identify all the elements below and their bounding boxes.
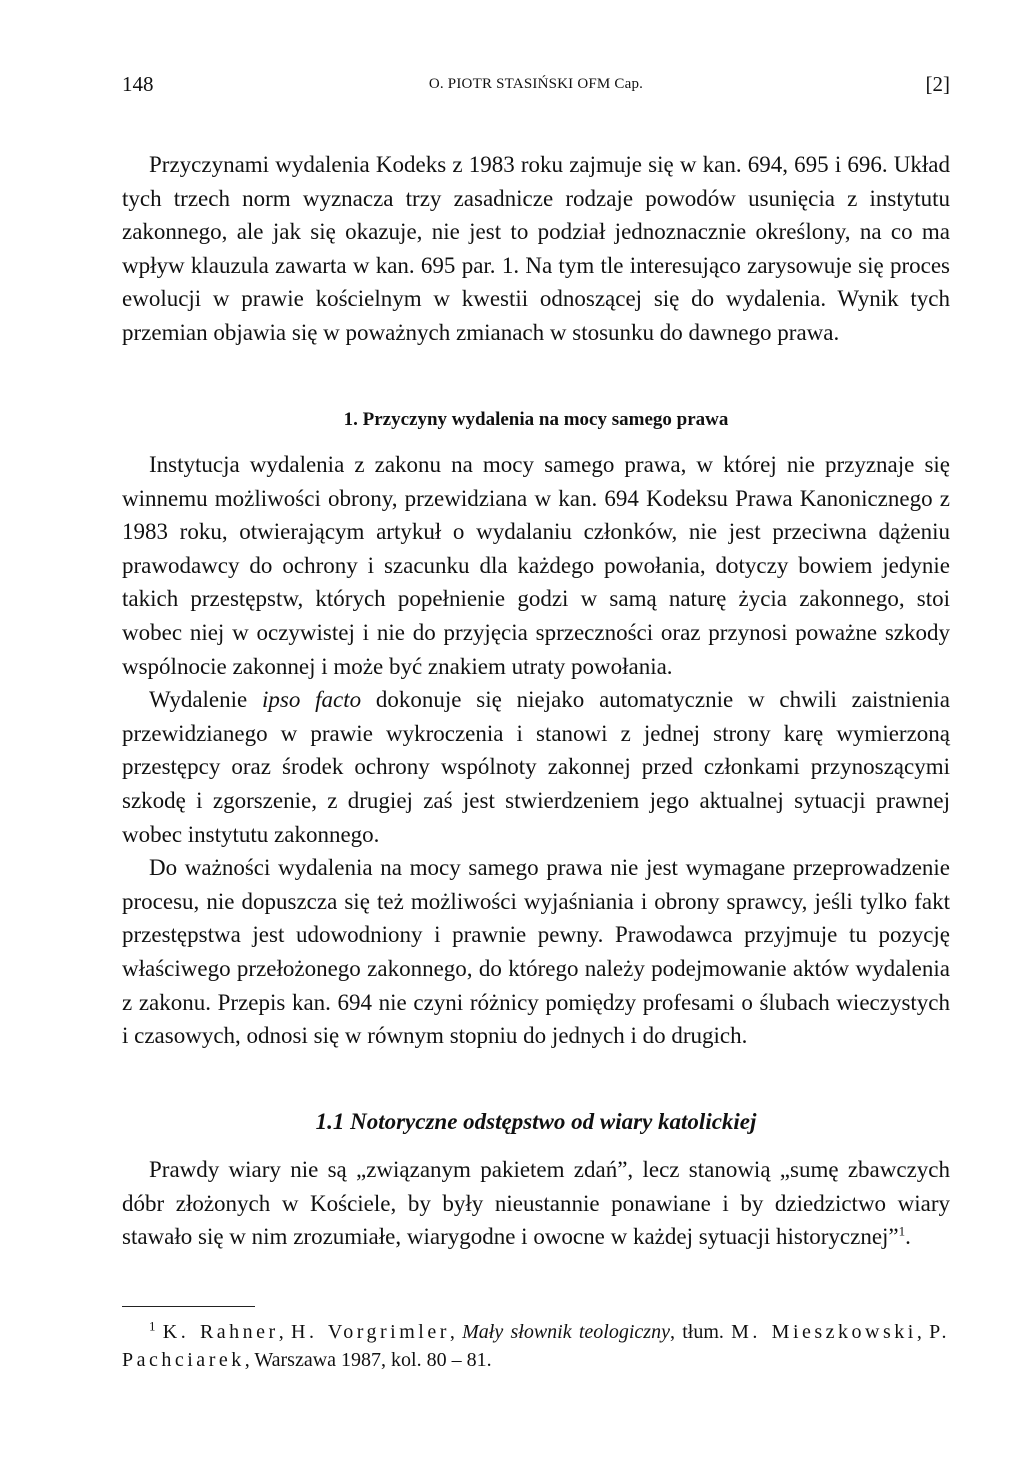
- footnote-text: , Warszawa 1987, kol. 80 – 81.: [244, 1349, 492, 1371]
- footnote-author: K. Rahner: [162, 1321, 279, 1343]
- paragraph: [122, 683, 950, 851]
- footnote-title: Mały słownik teologiczny: [462, 1321, 670, 1343]
- footnote-text: , tłum.: [669, 1321, 732, 1343]
- paragraph-text: .: [905, 1224, 911, 1250]
- paragraph: Do ważności wydalenia na mocy samego prawa nie jest wymagane przeprowadzenie procesu, nie dopuszcza się też możliwości wyjaśniania i obrony sprawcy, jeśli tylko fakt przestępstwa jest udowodniony i prawnie pewny. Prawodawca przyjmuje tu pozycję właściwego przełożonego zakonnego, do którego należy podejmowanie aktów wydalenia z zakonu. Przepis kan. 694 nie czyni różnicy pomiędzy profesami o ślubach wieczystych i czasowych, odnosi się w równym stopniu do jednych i do drugich.: [122, 855, 950, 1049]
- footnote-separator: ,: [449, 1321, 463, 1343]
- paragraph-text: Prawdy wiary nie są „związanym pakietem zdań”, lecz stanowią „sumę zbawczych dóbr złożonych w Kościele, by były nieustannie ponawiane i by dziedzictwo wiary stawało się w nim zrozumiałe, wiarygodne i owocne w każdej sytuacji historycznej”: [122, 1157, 950, 1250]
- page-number: 148: [122, 72, 154, 96]
- section-marker: [2]: [925, 72, 950, 96]
- footnote-translator: M. Mieszkowski: [731, 1321, 917, 1343]
- footnote-separator: ,: [278, 1321, 291, 1343]
- footnote-marker: 1: [149, 1318, 156, 1334]
- paragraph: [122, 1153, 950, 1254]
- footnote-separator: ,: [916, 1321, 930, 1343]
- running-head: [122, 72, 950, 108]
- section-heading: 1. Przyczyny wydalenia na mocy samego prawa: [343, 409, 729, 430]
- section-body: [122, 448, 950, 1053]
- emphasis-ipso-facto: ipso facto: [262, 687, 362, 713]
- running-head-author: O. PIOTR STASIŃSKI OFM Cap.: [428, 76, 644, 92]
- footnote-reference[interactable]: 1: [898, 1223, 906, 1239]
- paragraph-text: dokonuje się niejako automatycznie w chwili zaistnienia przewidzianego w prawie wykroczenia i stanowi z jednej strony karę wymierzoną przestępcy oraz środek ochrony wspólnoty zakonnej przed członkami przynoszącymi szkodę i zgorszenie, z drugiej zaś jest stwierdzeniem jego aktualnej sytuacji prawnej wobec instytutu zakonnego.: [122, 687, 950, 847]
- footnote-rule: [122, 1306, 255, 1307]
- footnote-author: H. Vorgrimler: [291, 1321, 450, 1343]
- paragraph-text: Wydalenie: [149, 687, 263, 713]
- paragraph: Instytucja wydalenia z zakonu na mocy samego prawa, w której nie przyznaje się winnemu możliwości obrony, przewidziana w kan. 694 Kodeksu Prawa Kanonicznego z 1983 roku, otwierającym artykuł o wydalaniu członków, nie jest przeciwna dążeniu prawodawcy do ochrony i szacunku dla każdego powołania, dotyczy bowiem jedynie takich przestępstw, których popełnienie godzi w samą naturę życia zakonnego, stoi wobec niej w oczywistej i nie do przyjęcia sprzeczności oraz przynosi poważne szkody wspólnocie zakonnej i może być znakiem utraty powołania.: [122, 452, 950, 679]
- footnote: [122, 1318, 950, 1374]
- intro-paragraph: Przyczynami wydalenia Kodeks z 1983 roku zajmuje się w kan. 694, 695 i 696. Układ tych trzech norm wyznacza trzy zasadnicze rodzaje powodów usunięcia z instytutu zakonnego, ale jak się okazuje, nie jest to podział jednoznacznie określony, na co ma wpływ klauzula zawarta w kan. 695 par. 1. Na tym tle interesująco zarysowuje się proces ewolucji w prawie kościelnym w kwestii odnoszącej się do wydalenia. Wynik tych przemian objawia się w poważnych zmianach w stosunku do dawnego prawa.: [122, 152, 950, 345]
- subsection-heading: 1.1 Notoryczne odstępstwo od wiary katolickiej: [315, 1109, 757, 1134]
- footnote-translator: P. Pachciarek: [122, 1321, 951, 1371]
